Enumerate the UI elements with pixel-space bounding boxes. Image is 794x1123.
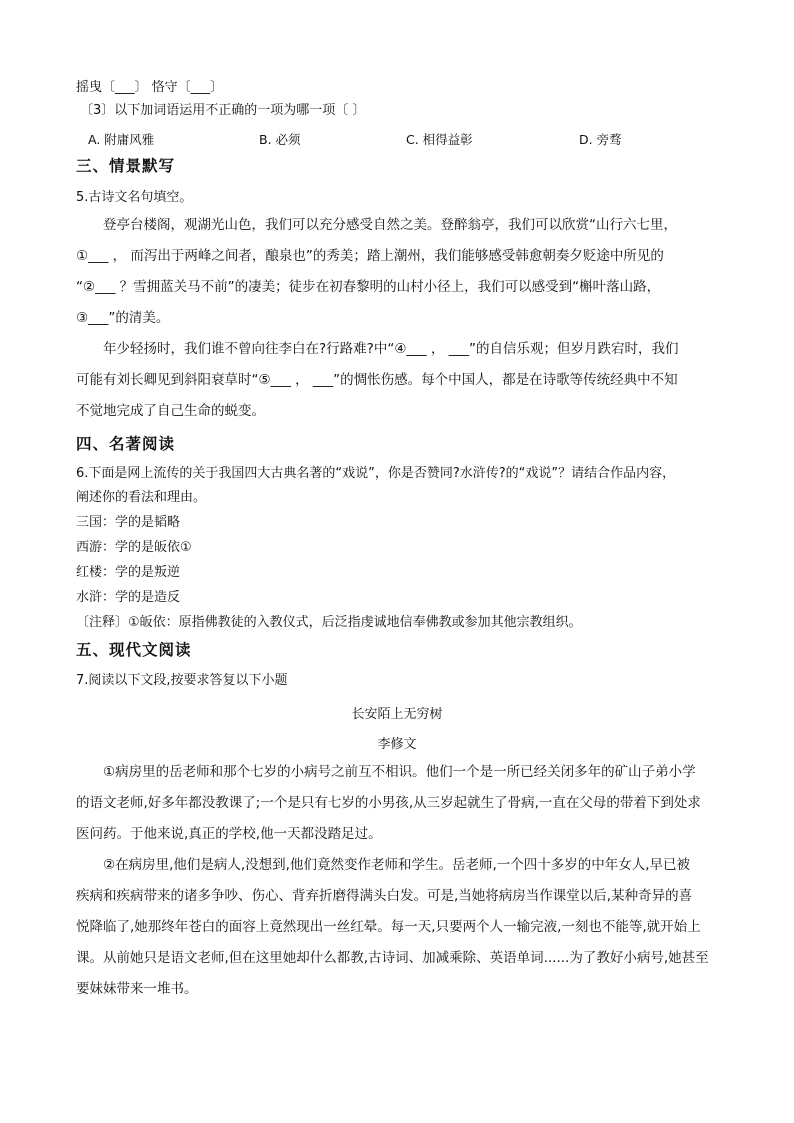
q5-paragraph-1: [76, 210, 718, 334]
article-author: 李修文: [377, 737, 417, 752]
q5-p1-line2: ①___ ， 而泻出于两峰之间者，酿泉也”的秀美；踏上潮州，我们能够感受韩愈朝奏夕贬途中所见的: [76, 248, 664, 264]
p1-line3: 医问药。于他来说,真正的学校,他一天都没踏足过。: [76, 826, 382, 842]
q5-question: 5.古诗文名句填空。: [76, 190, 193, 205]
article-title: 长安陌上无穷树: [351, 707, 443, 722]
q5-p2-line1: 年少轻扬时，我们谁不曾向往李白在?行路难?中“④___ ， ___”的自信乐观；但岁月跌宕时，我们: [103, 341, 679, 357]
q4-sub3-question: 〔3〕以下加词语运用不正确的一项为哪一项〔 〕: [80, 103, 366, 118]
p1-line1: ①病房里的岳老师和那个七岁的小病号之前互不相识。他们一个是一所已经关闭多年的矿山子弟小学: [103, 764, 696, 780]
article-paragraph-2: [76, 850, 718, 1005]
q6-note: 〔注释〕①皈依：原指佛教徒的入教仪式，后泛指虔诚地信奉佛教或参加其他宗教组织。: [76, 615, 582, 630]
q5-paragraph-2: [76, 334, 718, 427]
article-paragraph-1: [76, 757, 718, 850]
q5-p1-line1: 登亭台楼阁，观湖光山色，我们可以充分感受自然之美。登醉翁亭，我们可以欣赏“山行六七里，: [103, 217, 677, 233]
p2-line3: 悦降临了,她那终年苍白的面容上竟然现出一丝红晕。每一天,只要两个人一输完液,一刻也不能等,就开始上: [76, 919, 701, 935]
section-3-heading: 三、情景默写: [76, 157, 176, 175]
q6-question-line1: 6.下面是网上流传的关于我国四大古典名著的“戏说”，你是否赞同?水浒传?的“戏说”？请结合作品内容，: [76, 466, 676, 481]
option-d: D. 旁骛: [579, 132, 622, 147]
q6-item-xiyou: 西游：学的是皈依①: [76, 540, 192, 555]
p2-line1: ②在病房里,他们是病人,没想到,他们竟然变作老师和学生。岳老师,一个四十多岁的中年女人,早已被: [103, 857, 691, 873]
p1-line2: 的语文老师,好多年都没教课了;一个是只有七岁的小男孩,从三岁起就生了骨病,一直在父母的带着下到处求: [76, 795, 701, 811]
p2-line2: 疾病和疾病带来的诸多争吵、伤心、背弃折磨得满头白发。可是,当她将病房当作课堂以后,某种奇异的喜: [76, 888, 693, 904]
option-a: A. 附庸风雅: [88, 132, 155, 147]
q4-vocab-line: 摇曳〔___〕 恪守〔___〕: [76, 80, 224, 95]
option-b: B. 必须: [259, 132, 301, 147]
q6-item-shuihu: 水浒：学的是造反: [76, 590, 181, 605]
q6-question-line2: 阐述你的看法和理由。: [76, 490, 207, 505]
q5-p2-line3: 不觉地完成了自己生命的蜕变。: [76, 403, 265, 419]
q6-item-sanguo: 三国：学的是韬略: [76, 515, 181, 530]
p2-line5: 要妹妹带来一堆书。: [76, 981, 198, 997]
q4-options: [88, 130, 648, 150]
q5-p2-line2: 可能有刘长卿见到斜阳衰草时“⑤___ ， ___”的惆怅伤感。每个中国人，都是在诗歌等传统经典中不知: [76, 372, 678, 388]
q5-p1-line4: ③___”的清美。: [76, 310, 170, 326]
p2-line4: 课。从前她只是语文老师,但在这里她却什么都教,古诗词、加减乘除、英语单词......为了教好小病号,她甚至: [76, 950, 709, 966]
q6-item-honglou: 红楼：学的是叛逆: [76, 565, 181, 580]
option-c: C. 相得益彰: [406, 132, 473, 147]
q7-question: 7.阅读以下文段,按要求答复以下小题: [76, 673, 288, 688]
section-5-heading: 五、现代文阅读: [76, 641, 192, 659]
q5-p1-line3: “②___ ？雪拥蓝关马不前”的凄美；徒步在初春黎明的山村小径上，我们可以感受到“槲叶落山路，: [76, 279, 661, 295]
section-4-heading: 四、名著阅读: [76, 435, 176, 453]
